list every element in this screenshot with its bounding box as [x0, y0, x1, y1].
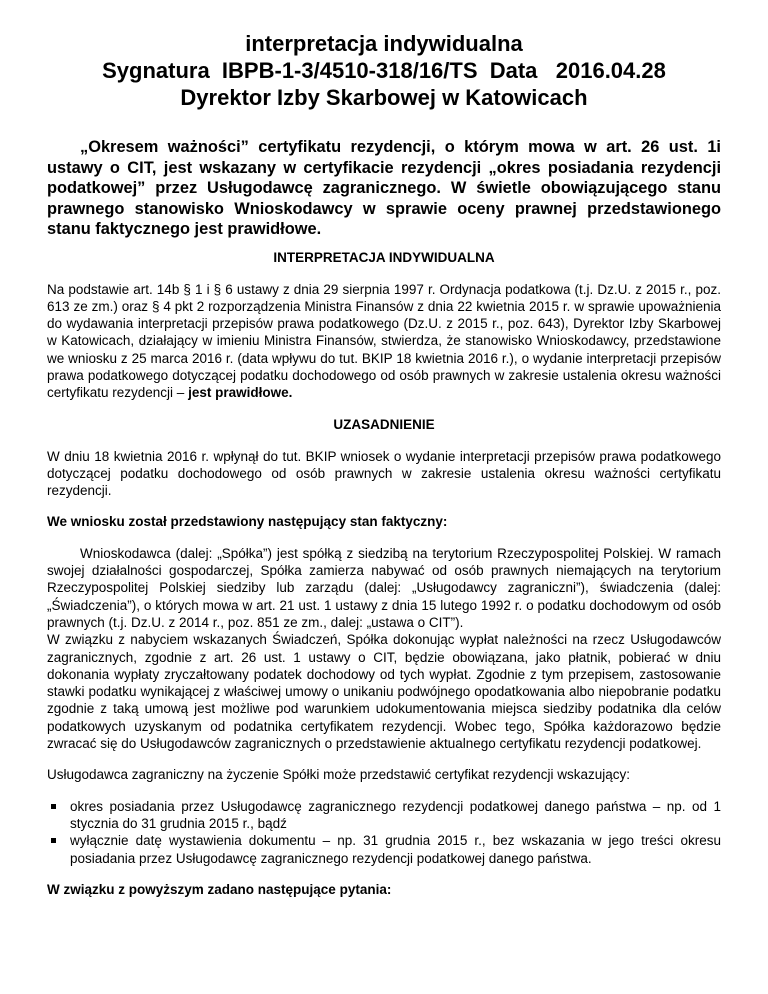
facts-paragraph-3: Usługodawca zagraniczny na życzenie Spółki może przedstawić certyfikat rezydencji wskazujący: [47, 767, 630, 783]
certificate-options-list [47, 798, 721, 867]
bullet-icon [51, 838, 56, 843]
ruling-summary [47, 137, 721, 240]
summary-text: „Okresem ważności” certyfikatu rezydencji, o którym mowa w art. 26 ust. 1i ustawy o CIT, jest wskazany w certyfikacie rezydencji „okres posiadania rezydencji podatkowej” przez Usługodawcę zagranicznego. W świetle obowiązującego stanu prawnego stanowisko Wnioskodawcy w sprawie oceny prawnej przedstawionego stanu faktycznego jest prawidłowe. [47, 138, 721, 238]
bullet-icon [51, 804, 56, 809]
facts-heading: We wniosku został przedstawiony następujący stan faktyczny: [47, 514, 448, 530]
list-item: wyłącznie datę wystawienia dokumentu – np. 31 grudnia 2015 r., bez wskazania w jego treści okresu posiadania przez Usługodawcę zagranicznego rezydencji podatkowej danego państwa. [47, 832, 721, 867]
facts-paragraph-2: W związku z nabyciem wskazanych Świadczeń, Spółka dokonując wypłat należności na rzecz Usługodawców zagranicznych, zgodnie z art. 26 ust. 1 ustawy o CIT, będzie obowiązana, jako płatnik, pobierać w dniu dokonania wypłaty zryczałtowany podatek dochodowy od tych wypłat. Zgodnie z tym przepisem, zastosowanie stawki podatku wynikającej z właściwej umowy o unikaniu podwójnego opodatkowania albo niepobranie podatku zgodnie z taką umową jest możliwe pod warunkiem udokumentowania miejsca siedziby podatnika dla celów podatkowych uzyskanym od podatnika certyfikatem rezydencji. Wobec tego, Spółka każdorazowo będzie zwracać się do Usługodawców zagranicznych o przedstawienie aktualnego certyfikatu rezydencji podatkowej. [47, 632, 721, 752]
justification-paragraph: W dniu 18 kwietnia 2016 r. wpłynął do tut. BKIP wniosek o wydanie interpretacji przepisów prawa podatkowego dotyczącej podatku dochodowego od osób prawnych w zakresie ustalenia okresu ważności certyfikatu rezydencji. [47, 448, 721, 499]
interpretation-paragraph [47, 281, 721, 402]
document-type: interpretacja indywidualna [245, 31, 523, 56]
verdict: jest prawidłowe. [188, 385, 293, 401]
questions-heading: W związku z powyższym zadano następujące pytania: [47, 881, 392, 897]
section-title-justification: UZASADNIENIE [333, 416, 435, 432]
document-header [47, 30, 721, 111]
interpretation-text: Na podstawie art. 14b § 1 i § 6 ustawy z dnia 29 sierpnia 1997 r. Ordynacja podatkowa (t.j. Dz.U. z 2015 r., poz. 613 ze zm.) oraz § 4 pkt 2 rozporządzenia Ministra Finansów z dnia 22 kwietnia 2015 r. w sprawie upoważnienia do wydawania interpretacji przepisów prawa podatkowego (Dz.U. z 2015 r., poz. 643), Dyrektor Izby Skarbowej w Katowicach, działający w imieniu Ministra Finansów, stwierdza, że stanowisko Wnioskodawcy, przedstawione we wniosku z 25 marca 2016 r. (data wpływu do tut. BKIP 18 kwietnia 2016 r.), o wydanie interpretacji przepisów prawa podatkowego dotyczącej podatku dochodowego od osób prawnych w zakresie ustalenia okresu ważności certyfikatu rezydencji – [47, 281, 721, 401]
facts-paragraph-1: Wnioskodawca (dalej: „Spółka”) jest spółką z siedzibą na terytorium Rzeczypospolitej Polskiej. W ramach swojej działalności gospodarczej, Spółka zamierza nabywać od osób prawnych niemających na terytorium Rzeczypospolitej Polskiej siedziby lub zarządu (dalej: „Usługodawcy zagraniczni”), świadczenia (dalej: „Świadczenia”), o których mowa w art. 21 ust. 1 ustawy z dnia 15 lutego 1992 r. o podatku dochodowym od osób prawnych (t.j. Dz.U. z 2014 r., poz. 851 ze zm., dalej: „ustawa o CIT”). [47, 545, 721, 630]
section-title-interpretation: INTERPRETACJA INDYWIDUALNA [273, 249, 495, 265]
list-item: okres posiadania przez Usługodawcę zagranicznego rezydencji podatkowej danego państwa – np. od 1 stycznia do 31 grudnia 2015 r., bądź [47, 798, 721, 833]
signature-and-date: Sygnatura IBPB-1-3/4510-318/16/TS Data 2016.04.28 [102, 58, 666, 83]
issuing-authority: Dyrektor Izby Skarbowej w Katowicach [180, 85, 588, 110]
